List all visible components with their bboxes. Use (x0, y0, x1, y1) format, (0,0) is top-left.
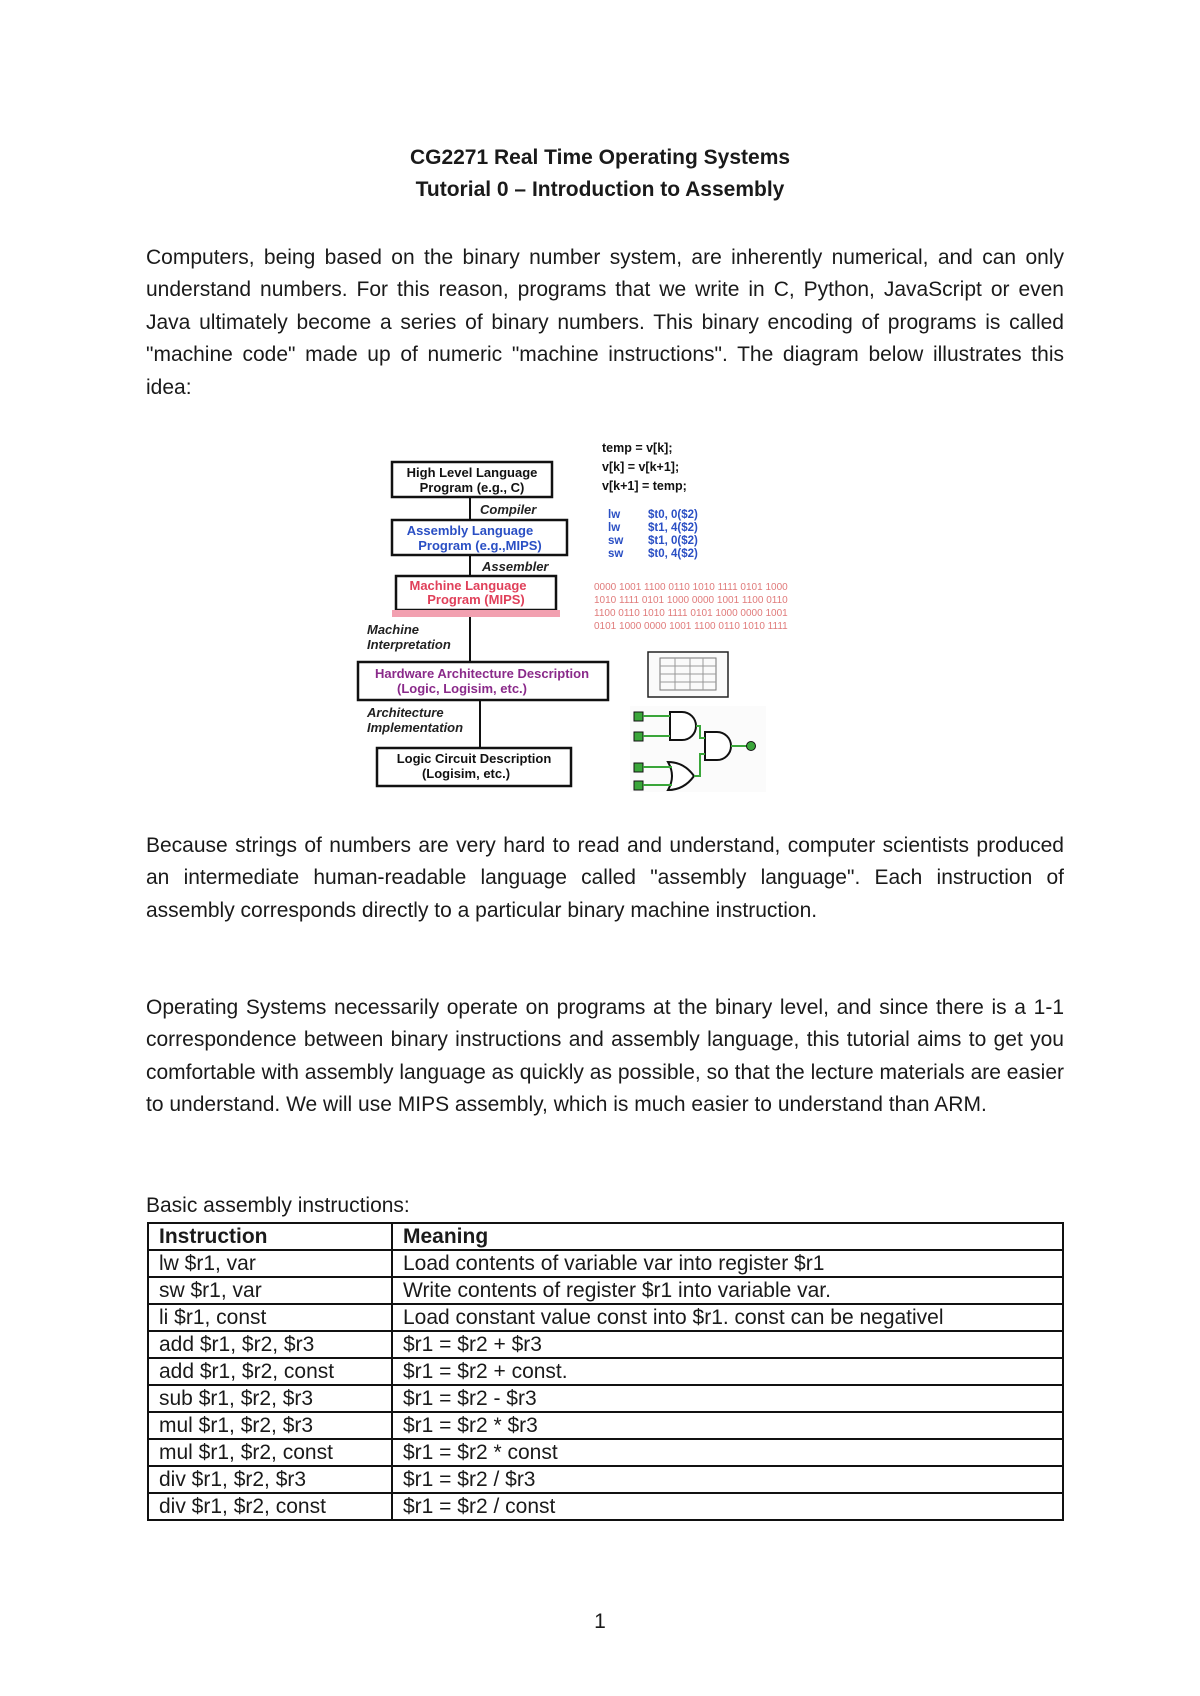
instruction-cell: mul $r1, $r2, const (148, 1439, 392, 1466)
machine-language-highlight (392, 610, 560, 617)
box5-line2: (Logisim, etc.) (421, 766, 511, 781)
meaning-cell: Load contents of variable var into register $r1 (392, 1250, 1063, 1277)
meaning-cell: $r1 = $r2 * $r3 (392, 1412, 1063, 1439)
code-line-2: v[k] = v[k+1]; (602, 460, 680, 474)
box5-line1: Logic Circuit Description (396, 751, 552, 766)
meaning-cell: Write contents of register $r1 into variable var. (392, 1277, 1063, 1304)
table-row (148, 1331, 1063, 1358)
binary-line-1: 0000 1001 1100 0110 1010 1111 0101 1000 (594, 582, 788, 593)
binary-line-2: 1010 1111 0101 1000 0000 1001 1100 0110 (594, 595, 788, 606)
asm-op-1: lw (608, 509, 621, 521)
architecture-thumbnail (648, 652, 728, 697)
asm-op-3: sw (608, 535, 624, 547)
table-header-row (148, 1223, 1063, 1250)
document-subtitle: Tutorial 0 – Introduction to Assembly (415, 178, 785, 201)
box1-line1: High Level Language (406, 465, 538, 480)
instruction-cell: li $r1, const (148, 1304, 392, 1331)
instruction-cell: mul $r1, $r2, $r3 (148, 1412, 392, 1439)
table-row (148, 1385, 1063, 1412)
table-row (148, 1493, 1063, 1520)
assembly-paragraph: Because strings of numbers are very hard to read and understand, computer scientists produced an intermediate human-readable language called "assembly language". Each instruction of assembly corresponds directly to a particular binary machine instruction. (146, 834, 1064, 922)
meaning-cell: $r1 = $r2 * const (392, 1439, 1063, 1466)
instruction-cell: add $r1, $r2, $r3 (148, 1331, 392, 1358)
compilation-diagram (0, 0, 1200, 820)
binary-line-3: 1100 0110 1010 1111 0101 1000 0000 1001 (594, 608, 788, 619)
meaning-cell: $r1 = $r2 / const (392, 1493, 1063, 1520)
box2-line2: Program (e.g.,MIPS) (418, 538, 542, 553)
asm-args-2: $t1, 4($2) (648, 522, 698, 534)
meaning-cell: Load constant value const into $r1. const can be negativel (392, 1304, 1063, 1331)
instruction-cell: sub $r1, $r2, $r3 (148, 1385, 392, 1412)
instruction-cell: add $r1, $r2, const (148, 1358, 392, 1385)
box4-line1: Hardware Architecture Description (374, 666, 590, 681)
machine-interpretation-label-1: Machine (367, 622, 420, 637)
table-row (148, 1439, 1063, 1466)
meaning-cell: $r1 = $r2 - $r3 (392, 1385, 1063, 1412)
meaning-cell: $r1 = $r2 / $r3 (392, 1466, 1063, 1493)
box3-line2: Program (MIPS) (427, 592, 525, 607)
intro-paragraph: Computers, being based on the binary number system, are inherently numerical, and can only understand numbers. For this reason, programs that we write in C, Python, JavaScript or even Java ultimately become a series of binary numbers. This binary encoding of programs is called "machine code" made up of numeric "machine instructions". The diagram below illustrates this idea: (146, 246, 1064, 399)
table-row (148, 1466, 1063, 1493)
header-instruction: Instruction (148, 1223, 392, 1250)
instruction-table (147, 1222, 1064, 1521)
asm-args-1: $t0, 0($2) (648, 509, 698, 521)
machine-interpretation-label-2: Interpretation (367, 637, 451, 652)
asm-args-3: $t1, 0($2) (648, 535, 698, 547)
architecture-implementation-label-1: Architecture (367, 705, 444, 720)
table-row (148, 1412, 1063, 1439)
asm-op-4: sw (608, 548, 624, 560)
binary-line-4: 0101 1000 0000 1001 1100 0110 1010 1111 (594, 621, 788, 632)
assembler-label: Assembler (482, 559, 549, 574)
instruction-cell: sw $r1, var (148, 1277, 392, 1304)
instruction-cell: div $r1, $r2, $r3 (148, 1466, 392, 1493)
asm-op-2: lw (608, 522, 621, 534)
box3-line1: Machine Language (409, 578, 527, 593)
logic-circuit-thumbnail (630, 706, 766, 792)
code-line-1: temp = v[k]; (602, 441, 673, 455)
table-caption: Basic assembly instructions: (146, 1194, 410, 1217)
table-row (148, 1250, 1063, 1277)
table-row (148, 1358, 1063, 1385)
document-title: CG2271 Real Time Operating Systems (409, 146, 791, 169)
meaning-cell: $r1 = $r2 + const. (392, 1358, 1063, 1385)
table-row (148, 1304, 1063, 1331)
table-row (148, 1277, 1063, 1304)
compiler-label: Compiler (480, 502, 537, 517)
instruction-cell: div $r1, $r2, const (148, 1493, 392, 1520)
header-meaning: Meaning (392, 1223, 1063, 1250)
box4-line2: (Logic, Logisim, etc.) (396, 681, 528, 696)
meaning-cell: $r1 = $r2 + $r3 (392, 1331, 1063, 1358)
asm-args-4: $t0, 4($2) (648, 548, 698, 560)
box2-line1: Assembly Language (406, 523, 534, 538)
instruction-cell: lw $r1, var (148, 1250, 392, 1277)
box1-line2: Program (e.g., C) (419, 480, 525, 495)
page-number: 1 (594, 1610, 606, 1633)
architecture-implementation-label-2: Implementation (367, 720, 464, 735)
code-line-3: v[k+1] = temp; (602, 479, 687, 493)
os-paragraph: Operating Systems necessarily operate on programs at the binary level, and since there is a 1-1 correspondence between binary instructions and assembly language, this tutorial aims to get you comfortable with assembly language as quickly as possible, so that the lecture materials are easier to understand. We will use MIPS assembly, which is much easier to understand than ARM. (146, 996, 1064, 1117)
